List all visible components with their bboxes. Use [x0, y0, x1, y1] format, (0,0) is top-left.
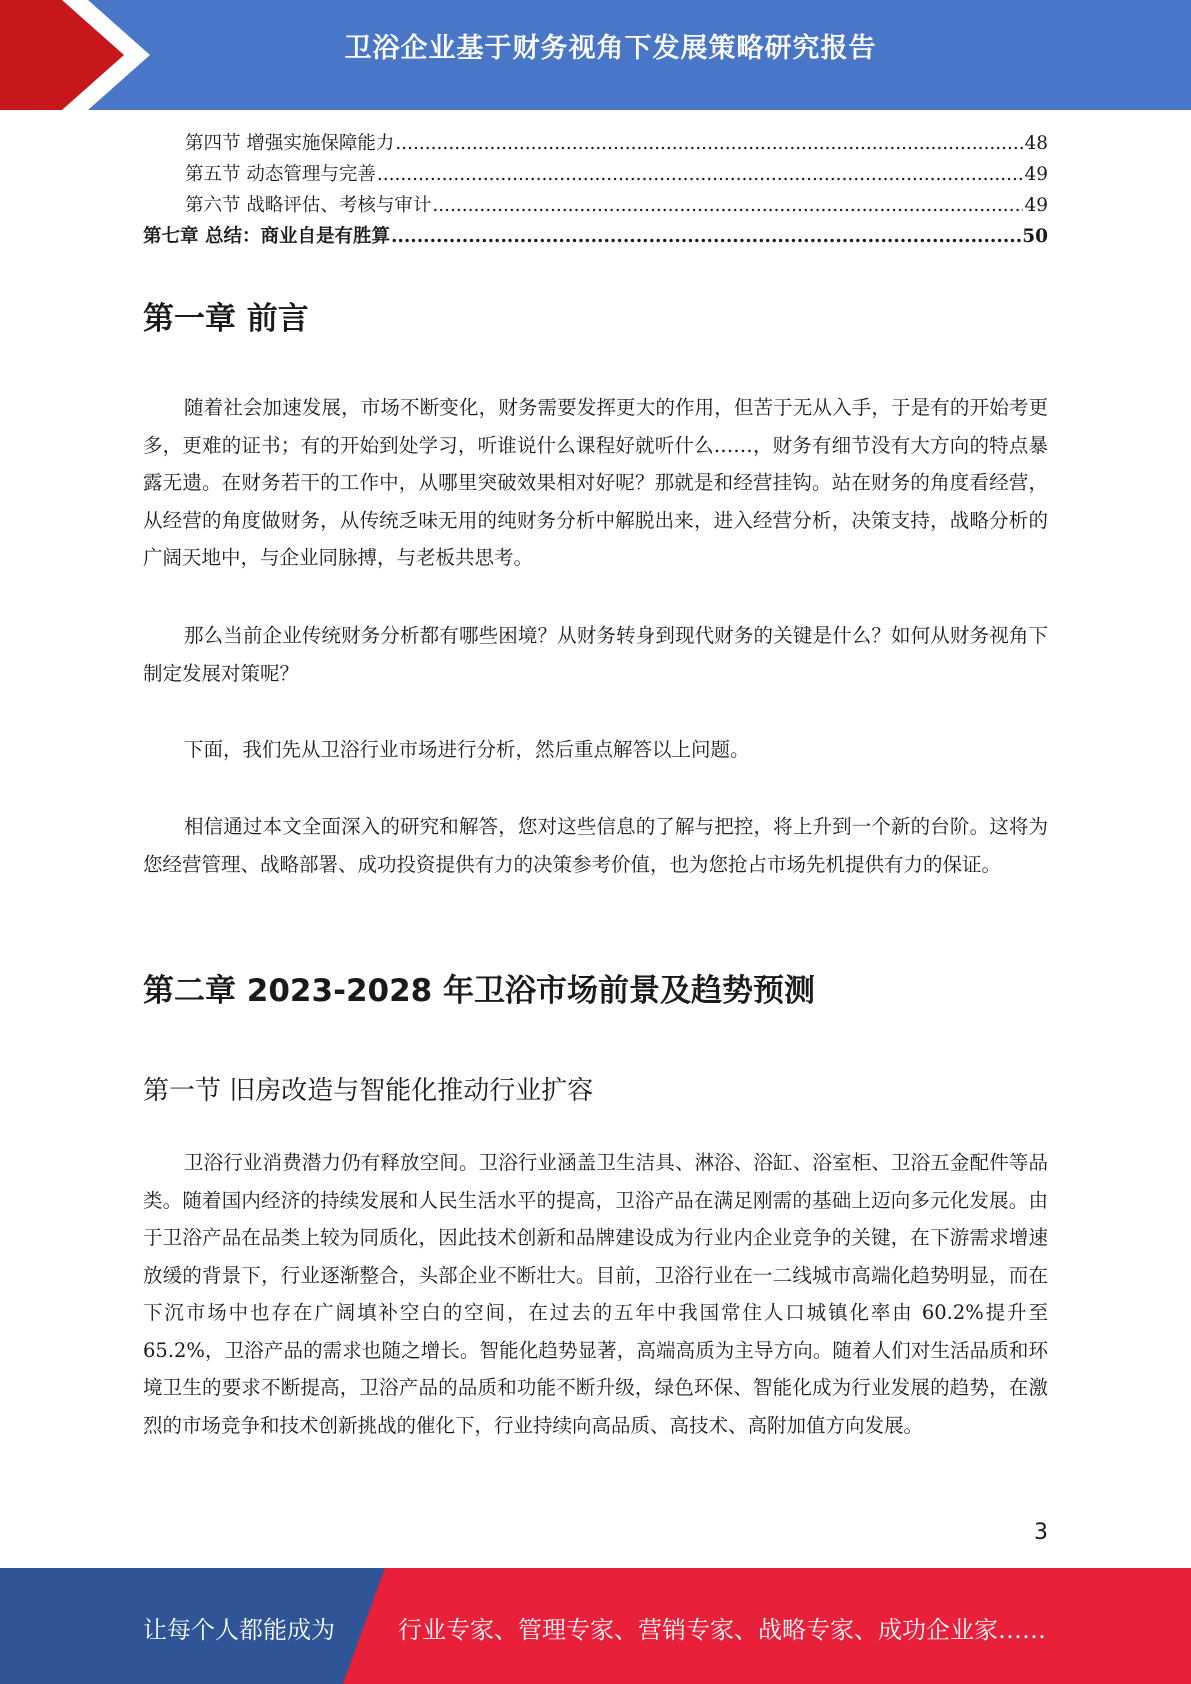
- chapter-2-heading: 第二章 2023-2028 年卫浴市场前景及趋势预测: [143, 973, 816, 1009]
- table-of-contents: [143, 128, 1048, 252]
- toc-entry-title: 第七章 总结：商业自是有胜算: [143, 226, 390, 247]
- chapter-1-paragraph: 那么当前企业传统财务分析都有哪些困境？从财务转身到现代财务的关键是什么？如何从财务视角下制定发展对策呢？: [143, 624, 1048, 685]
- chapter-1-heading: 第一章 前言: [143, 301, 309, 337]
- page-footer: [0, 1568, 1191, 1684]
- toc-entry[interactable]: [143, 159, 1048, 190]
- chapter-1-paragraph: 随着社会加速发展，市场不断变化，财务需要发挥更大的作用，但苦于无从入手，于是有的开始考更多，更难的证书；有的开始到处学习，听谁说什么课程好就听什么……，财务有细节没有大方向的特点暴露无遗。在财务若干的工作中，从哪里突破效果相对好呢？那就是和经营挂钩。站在财务的角度看经营，从经营的角度做财务，从传统乏味无用的纯财务分析中解脱出来，进入经营分析，决策支持，战略分析的广阔天地中，与企业同脉搏，与老板共思考。: [143, 396, 1048, 569]
- toc-leader-dots: [395, 128, 1023, 159]
- chapter-1-paragraph: 相信通过本文全面深入的研究和解答，您对这些信息的了解与把控，将上升到一个新的台阶。这将为您经营管理、战略部署、成功投资提供有力的决策参考价值，也为您抢占市场先机提供有力的保证。: [143, 815, 1048, 876]
- toc-entry-title: 第六节 战略评估、考核与审计: [185, 195, 432, 216]
- page-number: 3: [1034, 1520, 1048, 1545]
- toc-leader-dots: [432, 190, 1023, 221]
- toc-leader-dots: [377, 159, 1024, 190]
- toc-entry-page: 50: [1022, 226, 1048, 247]
- page-header: [0, 0, 1191, 110]
- toc-entry-title: 第五节 动态管理与完善: [185, 164, 376, 185]
- toc-entry-page: 49: [1024, 164, 1048, 185]
- toc-entry-page: 49: [1024, 195, 1048, 216]
- toc-entry-page: 48: [1024, 133, 1048, 154]
- report-title: 卫浴企业基于财务视角下发展策略研究报告: [344, 33, 877, 64]
- section-1-paragraph: 卫浴行业消费潜力仍有释放空间。卫浴行业涵盖卫生洁具、淋浴、浴缸、浴室柜、卫浴五金配件等品类。随着国内经济的持续发展和人民生活水平的提高，卫浴产品在满足刚需的基础上迈向多元化发展。由于卫浴产品在品类上较为同质化，因此技术创新和品牌建设成为行业内企业竞争的关键，在下游需求增速放缓的背景下，行业逐渐整合，头部企业不断壮大。目前，卫浴行业在一二线城市高端化趋势明显，而在下沉市场中也存在广阔填补空白的空间，在过去的五年中我国常住人口城镇化率由 60.2%提升至 65.2%，卫浴产品的需求也随之增长。智能化趋势显著，高端高质为主导方向。随着人们对生活品质和环境卫生的要求不断提高，卫浴产品的品质和功能不断升级，绿色环保、智能化成为行业发展的趋势，在激烈的市场竞争和技术创新挑战的催化下，行业持续向高品质、高技术、高附加值方向发展。: [143, 1151, 1048, 1437]
- toc-entry[interactable]: [143, 128, 1048, 159]
- chapter-1-paragraph: 下面，我们先从卫浴行业市场进行分析，然后重点解答以上问题。: [184, 738, 750, 761]
- toc-entry[interactable]: [143, 221, 1048, 252]
- toc-entry[interactable]: [143, 190, 1048, 221]
- section-1-heading: 第一节 旧房改造与智能化推动行业扩容: [143, 1076, 594, 1106]
- footer-slogan-left: 让每个人都能成为: [143, 1616, 335, 1644]
- toc-leader-dots: [391, 221, 1021, 252]
- footer-slogan-right: 行业专家、管理专家、营销专家、战略专家、成功企业家……: [398, 1616, 1046, 1644]
- toc-entry-title: 第四节 增强实施保障能力: [185, 133, 395, 154]
